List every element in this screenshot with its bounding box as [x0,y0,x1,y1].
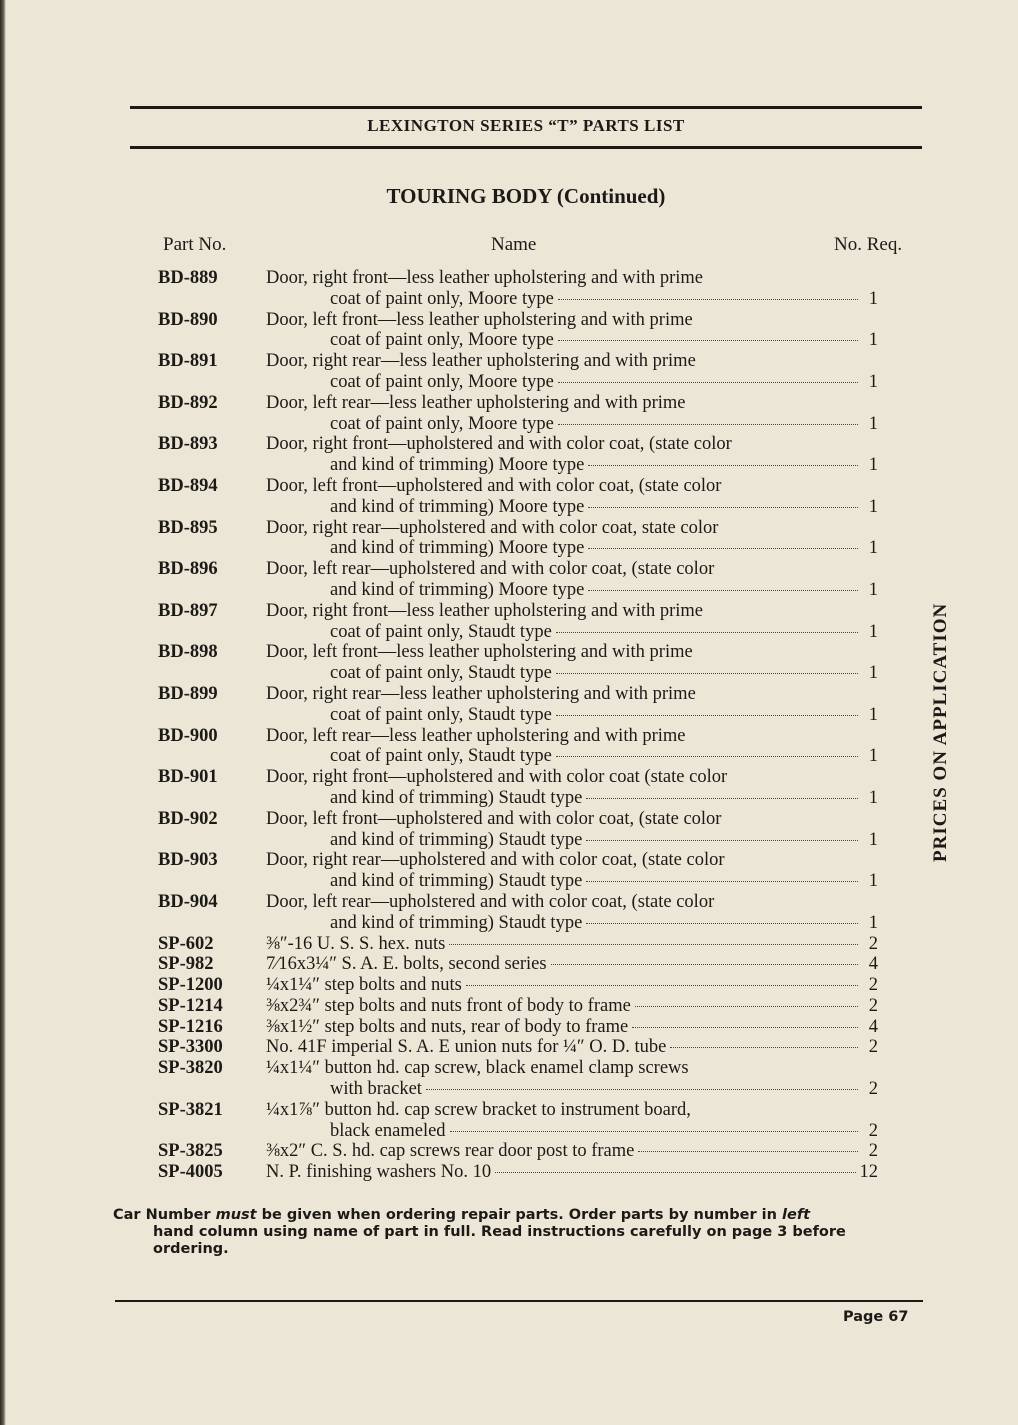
part-name-cont: coat of paint only, Staudt type [330,704,552,725]
quantity: 1 [868,787,878,808]
quantity: 1 [868,871,878,892]
table-row [158,518,878,560]
part-number: BD-893 [158,434,218,455]
table-row [158,975,878,996]
table-row [158,434,878,476]
table-row [158,1100,878,1142]
part-name: Door, left rear—upholstered and with color coat, (state color [266,891,715,912]
table-row [158,1037,878,1058]
quantity: 1 [868,371,878,392]
part-number: BD-896 [158,559,218,580]
part-number: SP-1214 [158,995,223,1016]
quantity: 1 [868,663,878,684]
part-number: SP-1216 [158,1016,223,1037]
quantity: 1 [868,829,878,850]
part-name-cont: coat of paint only, Moore type [330,371,554,392]
part-name-cont: and kind of trimming) Moore type [330,579,585,600]
quantity: 1 [868,538,878,559]
part-name-cont: coat of paint only, Staudt type [330,621,552,642]
table-row [158,996,878,1017]
part-name-cont: coat of paint only, Moore type [330,330,554,351]
part-number: BD-899 [158,683,218,704]
part-name: Door, left front—less leather upholstering and with prime [266,642,693,663]
part-name-cont: and kind of trimming) Staudt type [330,787,583,808]
part-number: SP-3820 [158,1058,223,1079]
table-row [158,892,878,934]
footer-emphasis-left: left [782,1207,811,1223]
part-number: SP-982 [158,954,214,975]
part-name: ⅜x1½″ step bolts and nuts, rear of body to frame [266,1016,629,1037]
ordering-instructions [113,1207,923,1258]
part-number: BD-903 [158,850,218,871]
part-number: BD-900 [158,725,218,746]
table-row [158,934,878,955]
part-number: BD-894 [158,475,218,496]
quantity: 1 [868,704,878,725]
part-number: BD-892 [158,392,218,413]
page-edge [0,0,6,1425]
table-row [158,767,878,809]
prices-on-application: PRICES ON APPLICATION [930,602,951,862]
table-row [158,684,878,726]
quantity: 2 [868,995,878,1016]
quantity: 1 [868,746,878,767]
parts-table [158,268,878,1183]
part-name-cont: and kind of trimming) Staudt type [330,871,583,892]
table-row [158,1162,878,1183]
quantity: 1 [868,912,878,933]
part-name-cont: and kind of trimming) Moore type [330,496,585,517]
part-number: BD-890 [158,309,218,330]
part-name: Door, left front—upholstered and with color coat, (state color [266,475,722,496]
part-name: Door, right front—less leather upholstering and with prime [266,268,703,288]
table-row [158,1017,878,1038]
part-name-cont: and kind of trimming) Moore type [330,455,585,476]
table-row [158,642,878,684]
part-name: Door, right rear—less leather upholstering and with prime [266,683,696,704]
column-header-req: No. Req. [834,234,903,255]
part-name: Door, right rear—less leather upholstering and with prime [266,351,696,372]
part-number: SP-3821 [158,1099,223,1120]
part-number: BD-895 [158,517,218,538]
table-row [158,954,878,975]
part-name-cont: with bracket [330,1079,422,1100]
quantity: 1 [868,413,878,434]
part-number: BD-891 [158,351,218,372]
part-name: 7⁄16x3¼″ S. A. E. bolts, second series [266,954,547,975]
part-name: ⅜″-16 U. S. S. hex. nuts [266,933,446,954]
part-number: SP-3825 [158,1141,223,1162]
part-name: Door, right front—upholstered and with color coat, (state color [266,434,732,455]
quantity: 2 [868,1037,878,1058]
footer-text: Car Number [113,1207,216,1223]
part-name-cont: and kind of trimming) Staudt type [330,829,583,850]
quantity: 2 [868,1079,878,1100]
quantity: 2 [868,1120,878,1141]
part-name-cont: black enameled [330,1120,446,1141]
part-name: Door, right rear—upholstered and with color coat, (state color [266,850,725,871]
quantity: 1 [868,455,878,476]
column-header-part: Part No. [163,234,227,255]
quantity: 1 [868,496,878,517]
table-row [158,850,878,892]
part-name: Door, left rear—less leather upholstering and with prime [266,725,686,746]
header-rule-top [130,106,922,109]
footer-text: hand column using name of part in full. Read instructions carefully on page 3 before [153,1224,846,1240]
quantity: 1 [868,621,878,642]
table-row [158,559,878,601]
part-name: ¼x1¼″ button hd. cap screw, black enamel clamp screws [266,1058,689,1079]
column-header-name: Name [491,234,537,255]
part-name: Door, left front—less leather upholstering and with prime [266,309,693,330]
page-number: Page 67 [843,1309,909,1325]
part-name: ⅜x2¾″ step bolts and nuts front of body to frame [266,995,631,1016]
quantity: 2 [868,1141,878,1162]
table-row [158,351,878,393]
part-name: ¼x1¼″ step bolts and nuts [266,975,462,996]
part-name: Door, right rear—upholstered and with color coat, state color [266,517,719,538]
quantity: 4 [868,1016,878,1037]
part-number: BD-901 [158,767,218,788]
quantity: 1 [868,330,878,351]
part-number: BD-904 [158,891,218,912]
part-name: ⅜x2″ C. S. hd. cap screws rear door post to frame [266,1141,635,1162]
part-name-cont: coat of paint only, Moore type [330,413,554,434]
table-row [158,601,878,643]
part-name: Door, left rear—less leather upholstering and with prime [266,392,686,413]
part-name: Door, left rear—upholstered and with color coat, (state color [266,559,715,580]
part-name-cont: and kind of trimming) Staudt type [330,912,583,933]
part-name-cont: coat of paint only, Staudt type [330,663,552,684]
part-number: BD-897 [158,600,218,621]
part-name: Door, right front—upholstered and with color coat (state color [266,767,728,788]
part-name: No. 41F imperial S. A. E union nuts for ¼″ O. D. tube [266,1037,667,1058]
table-row [158,476,878,518]
part-name: Door, left front—upholstered and with color coat, (state color [266,808,722,829]
table-row [158,809,878,851]
quantity: 1 [868,288,878,309]
part-number: SP-1200 [158,975,223,996]
part-number: BD-889 [158,268,218,288]
part-number: BD-898 [158,642,218,663]
quantity: 1 [868,579,878,600]
part-name-cont: coat of paint only, Staudt type [330,746,552,767]
part-name-cont: and kind of trimming) Moore type [330,538,585,559]
quantity: 12 [859,1162,878,1183]
footer-text: ordering. [153,1241,229,1257]
part-number: SP-602 [158,933,214,954]
quantity: 2 [868,975,878,996]
table-row [158,1058,878,1100]
table-row [158,268,878,310]
table-row [158,726,878,768]
header-rule-bottom [130,146,922,149]
part-name: Door, right front—less leather upholstering and with prime [266,600,703,621]
table-row [158,1141,878,1162]
quantity: 2 [868,933,878,954]
table-row [158,393,878,435]
table-row [158,310,878,352]
section-title: TOURING BODY (Continued) [386,184,666,208]
part-number: BD-902 [158,808,218,829]
running-head: LEXINGTON SERIES “T” PARTS LIST [367,116,685,135]
footer-rule [115,1300,923,1302]
quantity: 4 [868,954,878,975]
part-name: N. P. finishing washers No. 10 [266,1162,492,1183]
footer-text: be given when ordering repair parts. Order parts by number in [256,1207,783,1223]
part-name: ¼x1⅞″ button hd. cap screw bracket to instrument board, [266,1099,691,1120]
part-number: SP-4005 [158,1162,223,1183]
part-number: SP-3300 [158,1037,223,1058]
footer-emphasis-must: must [215,1207,257,1223]
part-name-cont: coat of paint only, Moore type [330,288,554,309]
